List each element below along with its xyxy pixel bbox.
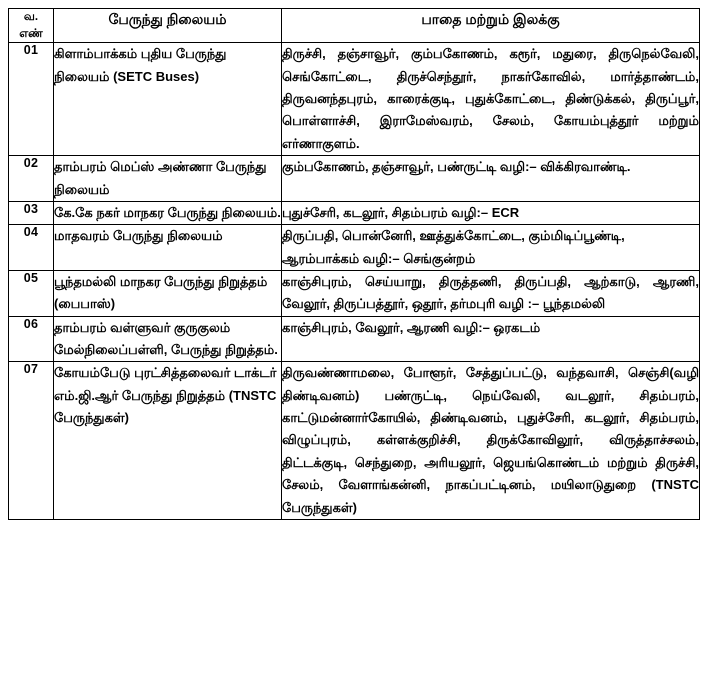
cell-bus-stand: தாம்பரம் மெப்ஸ் அண்ணா பேருந்து நிலையம் (54, 156, 282, 202)
cell-serial-number: 03 (9, 201, 54, 224)
cell-bus-stand: கோயம்பேடு புரட்சித்தலைவர் டாக்டர் எம்.ஜி.ஆர் பேருந்து நிறுத்தம் (TNSTC பேருந்துகள்) (54, 362, 282, 520)
header-row (9, 9, 700, 43)
cell-route-destination: புதுச்சேரி, கடலூர், சிதம்பரம் வழி:– ECR (282, 201, 700, 224)
table-row (9, 201, 700, 224)
table-row (9, 316, 700, 362)
cell-bus-stand: கே.கே நகர் மாநகர பேருந்து நிலையம். (54, 201, 282, 224)
cell-bus-stand: தாம்பரம் வள்ளுவர் குருகுலம் மேல்நிலைப்பள்ளி, பேருந்து நிறுத்தம். (54, 316, 282, 362)
cell-serial-number: 05 (9, 270, 54, 316)
cell-route-destination: திருச்சி, தஞ்சாவூர், கும்பகோணம், கரூர், மதுரை, திருநெல்வேலி, செங்கோட்டை, திருச்செந்தூர், நாகர்கோவில், மார்த்தாண்டம், திருவனந்தபுரம், காரைக்குடி, புதுக்கோட்டை, திண்டுக்கல், திருப்பூர், பொள்ளாச்சி, இராமேஸ்வரம், சேலம், கோயம்புத்தூர் மற்றும் எர்ணாகுளம். (282, 43, 700, 156)
bus-route-table (8, 8, 700, 520)
cell-serial-number: 06 (9, 316, 54, 362)
cell-route-destination: திருவண்ணாமலை, போளூர், சேத்துப்பட்டு, வந்தவாசி, செஞ்சி(வழி திண்டிவனம்) பண்ருட்டி, நெய்வேலி, வடலூர், சிதம்பரம், காட்டுமன்னார்கோயில், திண்டிவனம், புதுச்சேரி, கடலூர், சிதம்பரம், விழுப்புரம், கள்ளக்குறிச்சி, திருக்கோவிலூர், விருத்தாச்சலம், திட்டக்குடி, செந்துறை, அரியலூர், ஜெயங்கொண்டம் மற்றும் திருச்சி, சேலம், வேளாங்கன்னி, நாகப்பட்டினம், மயிலாடுதுறை (TNSTC பேருந்துகள்) (282, 362, 700, 520)
table-row (9, 225, 700, 271)
table-row (9, 156, 700, 202)
serial-header-line1: வ. (23, 11, 39, 23)
cell-route-destination: காஞ்சிபுரம், வேலூர், ஆரணி வழி:– ஒரகடம் (282, 316, 700, 362)
cell-serial-number: 02 (9, 156, 54, 202)
cell-serial-number: 04 (9, 225, 54, 271)
table-header (9, 9, 700, 43)
table-row (9, 43, 700, 156)
column-header-serial-number (9, 9, 54, 43)
cell-bus-stand: பூந்தமல்லி மாநகர பேருந்து நிறுத்தம் (பைபாஸ்) (54, 270, 282, 316)
cell-bus-stand: கிளாம்பாக்கம் புதிய பேருந்து நிலையம் (SETC Buses) (54, 43, 282, 156)
column-header-bus-stand: பேருந்து நிலையம் (54, 9, 282, 43)
table-row (9, 362, 700, 520)
table-row (9, 270, 700, 316)
cell-route-destination: காஞ்சிபுரம், செய்யாறு, திருத்தணி, திருப்பதி, ஆற்காடு, ஆரணி, வேலூர், திருப்பத்தூர், ஒதூர், தர்மபுரி வழி :– பூந்தமல்லி (282, 270, 700, 316)
serial-header-line2: எண் (19, 27, 43, 40)
cell-bus-stand: மாதவரம் பேருந்து நிலையம் (54, 225, 282, 271)
cell-serial-number: 07 (9, 362, 54, 520)
cell-serial-number: 01 (9, 43, 54, 156)
table-body (9, 43, 700, 520)
cell-route-destination: கும்பகோணம், தஞ்சாவூர், பண்ருட்டி வழி:– விக்கிரவாண்டி. (282, 156, 700, 202)
column-header-route-destination: பாதை மற்றும் இலக்கு (282, 9, 700, 43)
cell-route-destination: திருப்பதி, பொன்னேரி, ஊத்துக்கோட்டை, கும்மிடிப்பூண்டி, ஆரம்பாக்கம் வழி:– செங்குன்றம் (282, 225, 700, 271)
